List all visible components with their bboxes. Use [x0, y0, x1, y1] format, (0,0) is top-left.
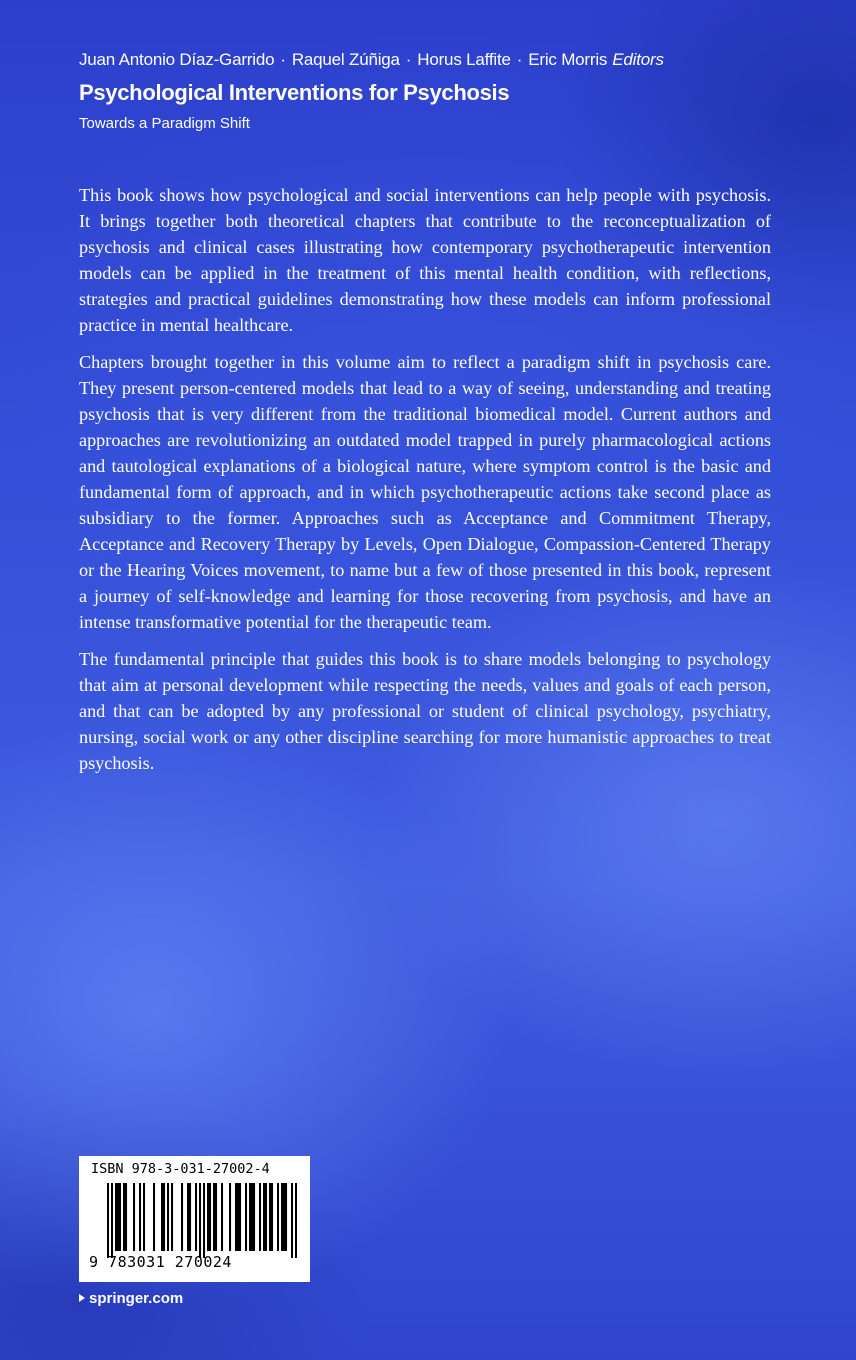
barcode-bar: [181, 1183, 183, 1251]
barcode-bar: [163, 1183, 165, 1251]
blurb-paragraph: This book shows how psychological and social interventions can help people with psychosis. It brings together both theoretical chapters that contribute to the reconceptualization of psychosis and clinical cases illustrating how contemporary psychotherapeutic intervention models can be applied in the treatment of this mental health condition, with reflections, strategies and practical guidelines demonstrating how these models can inform professional practice in mental healthcare.: [79, 185, 771, 335]
book-subtitle: Towards a Paradigm Shift: [79, 115, 250, 132]
barcode-bar: [265, 1183, 267, 1251]
barcode-bar: [245, 1183, 247, 1251]
editor-separator: ·: [516, 50, 523, 69]
barcode-bar: [167, 1183, 169, 1251]
barcode-bar: [237, 1183, 239, 1251]
editors-role: Editors: [612, 50, 664, 69]
editor-name: Horus Laffite: [417, 50, 511, 69]
springer-url: springer.com: [89, 1290, 184, 1307]
barcode-bar: [291, 1183, 293, 1258]
editor-name: Raquel Zúñiga: [291, 50, 400, 69]
barcode-bar: [189, 1183, 191, 1251]
barcode-bar: [139, 1183, 141, 1251]
barcode-bar: [277, 1183, 279, 1251]
barcode-bar: [235, 1183, 237, 1251]
barcode-bar: [263, 1183, 265, 1251]
barcode-bar: [259, 1183, 261, 1251]
barcode-bar: [111, 1183, 113, 1258]
barcode-bar: [117, 1183, 119, 1251]
barcode-bar: [209, 1183, 211, 1251]
barcode-bar: [269, 1183, 271, 1251]
editor-name: Eric Morris: [528, 50, 608, 69]
barcode-bar: [213, 1183, 215, 1251]
barcode-bar: [171, 1183, 173, 1251]
barcode-bar: [239, 1183, 241, 1251]
barcode-bar: [271, 1183, 273, 1251]
barcode-bar: [215, 1183, 217, 1251]
editor-name: Juan Antonio Díaz-Garrido: [79, 50, 275, 69]
blurb-paragraph: Chapters brought together in this volume aim to reflect a paradigm shift in psychosis care. They present person-centered models that lead to a way of seeing, understanding and treating psychosis that is very different from the traditional biomedical model. Current authors and approaches are revolutionizing an outdated model trapped in purely pharmacological actions and tautological explanations of a biological nature, where symptom control is the basic and fundamental form of approach, and in which psychotherapeutic actions take second place as subsidiary to the former. Approaches such as Acceptance and Commitment Therapy, Acceptance and Recovery Therapy by Levels, Open Dialogue, Compassion-Centered Therapy or the Hearing Voices movement, to name but a few of those presented in this book, represent a journey of self-knowledge and learning for those recovering from psychosis, and have an intense transformative potential for the therapeutic team.: [79, 352, 771, 632]
barcode-bar: [251, 1183, 253, 1251]
barcode-bars: [107, 1183, 297, 1258]
barcode-bar: [133, 1183, 135, 1251]
blurb: [79, 182, 771, 787]
barcode-bar: [207, 1183, 209, 1251]
barcode-bar: [199, 1183, 201, 1258]
barcode-bar: [285, 1183, 287, 1251]
book-title: Psychological Interventions for Psychosis: [79, 80, 510, 105]
barcode-bar: [221, 1183, 223, 1251]
springer-link[interactable]: [79, 1290, 183, 1307]
isbn-label: ISBN 978-3-031-27002-4: [91, 1161, 270, 1177]
barcode-bar: [123, 1183, 125, 1251]
editor-separator: ·: [280, 50, 286, 69]
barcode-bar: [295, 1183, 297, 1258]
barcode-bar: [115, 1183, 117, 1251]
barcode-box: [79, 1156, 310, 1282]
barcode-bar: [283, 1183, 285, 1251]
barcode-bar: [249, 1183, 251, 1251]
editor-separator: ·: [405, 50, 412, 69]
arrow-right-icon: [79, 1294, 85, 1302]
barcode-bar: [119, 1183, 121, 1251]
barcode-bar: [281, 1183, 283, 1251]
barcode-bar: [161, 1183, 163, 1251]
editors-line: [79, 50, 664, 70]
barcode-bar: [107, 1183, 109, 1258]
barcode-bar: [203, 1183, 205, 1258]
barcode-bar: [195, 1183, 197, 1251]
ean-digits: 9 783031 270024: [89, 1253, 232, 1271]
blurb-paragraph: The fundamental principle that guides this book is to share models belonging to psychology that aim at personal development while respecting the needs, values and goals of each person, and that can be adopted by any professional or student of clinical psychology, psychiatry, nursing, social work or any other discipline searching for more humanistic approaches to treat psychosis.: [79, 649, 771, 773]
barcode-bar: [253, 1183, 255, 1251]
barcode-bar: [143, 1183, 145, 1251]
barcode-bar: [153, 1183, 155, 1251]
barcode-bar: [125, 1183, 127, 1251]
barcode-bar: [187, 1183, 189, 1251]
barcode-bar: [229, 1183, 231, 1251]
